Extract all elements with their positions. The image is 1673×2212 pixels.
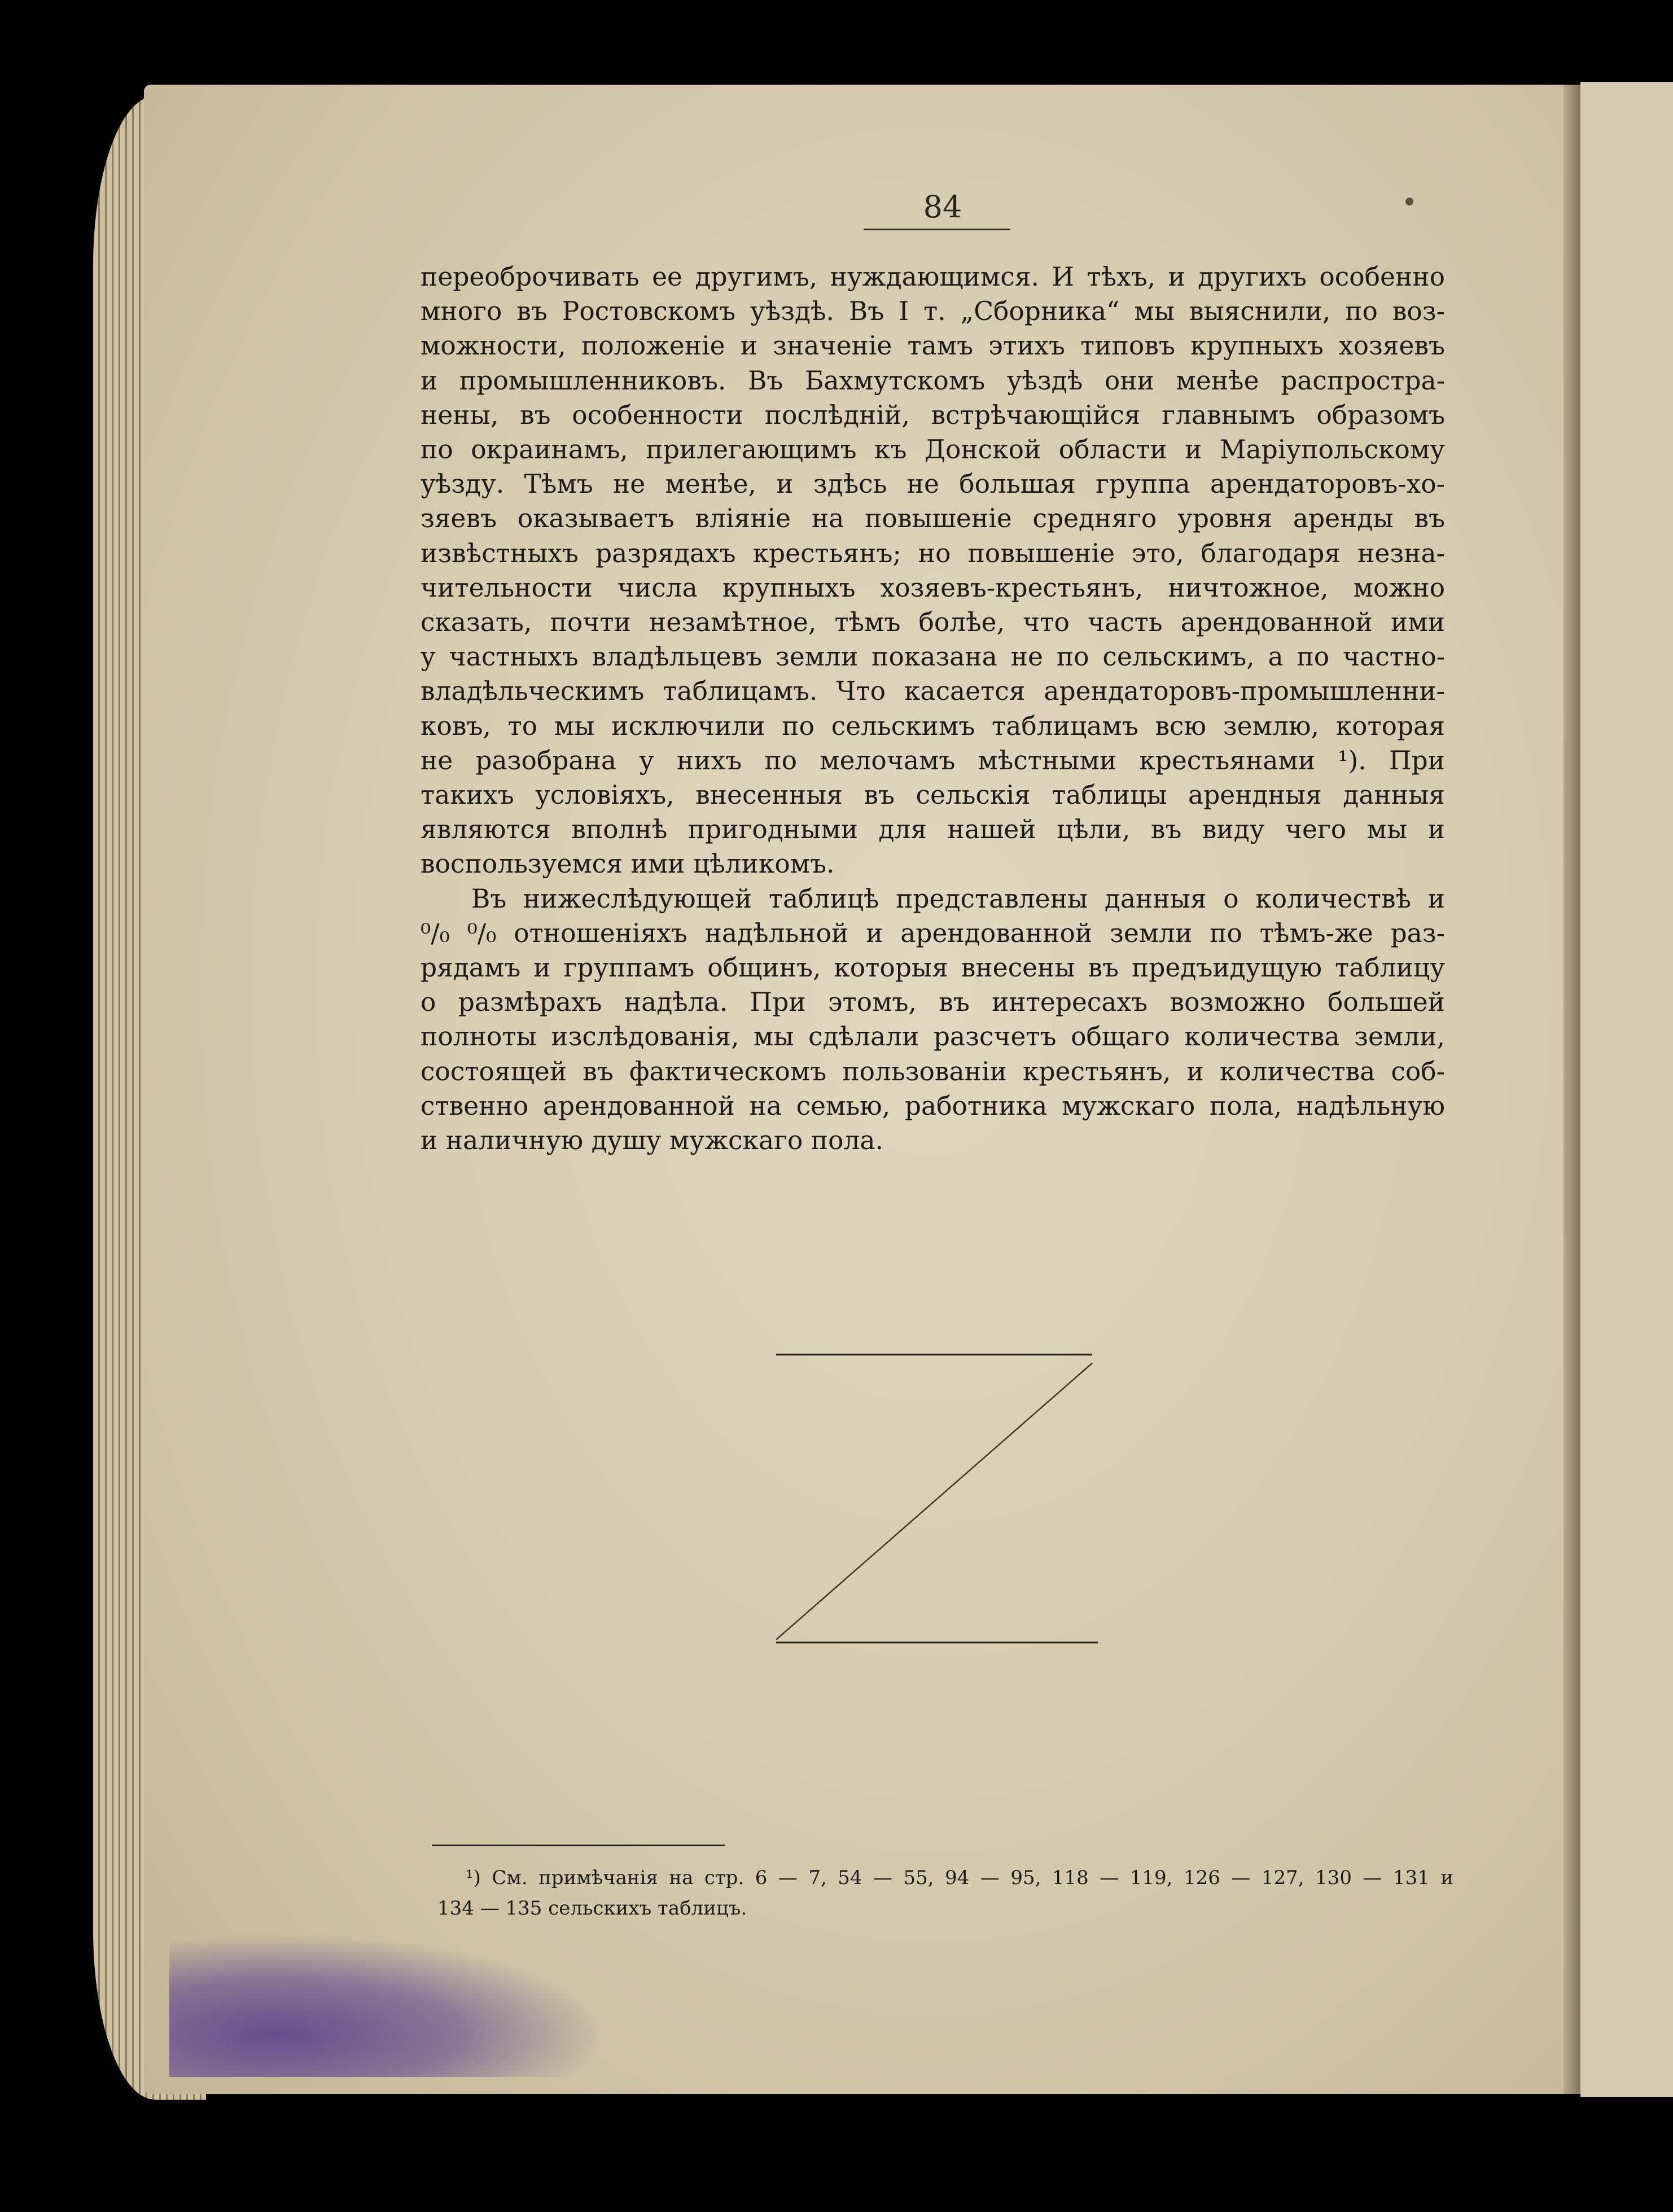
text-line: зяевъ оказываетъ вліяніе на повышеніе средняго уровня аренды въ (421, 503, 1445, 534)
text-line: рядамъ и группамъ общинъ, которыя внесены въ предъидущую таблицу (421, 953, 1445, 983)
text-line: извѣстныхъ разрядахъ крестьянъ; но повышеніе это, благодаря незна- (421, 538, 1445, 568)
ink-stain (169, 1936, 598, 2077)
text-line: о размѣрахъ надѣла. При этомъ, въ интересахъ возможно большей (421, 987, 1445, 1018)
text-line: и наличную душу мужскаго пола. (421, 1125, 884, 1156)
text-line: можности, положеніе и значеніе тамъ этихъ типовъ крупныхъ хозяевъ (421, 331, 1445, 361)
cancel-mark-diagonal (776, 1363, 1092, 1640)
text-line: нены, въ особенности послѣдній, встрѣчающійся главнымъ образомъ (421, 400, 1445, 430)
text-line: не разобрана у нихъ по мелочамъ мѣстными крестьянами ¹). При (421, 745, 1445, 776)
text-line: ⁰/₀ ⁰/₀ отношеніяхъ надѣльной и арендованной земли по тѣмъ-же раз- (421, 918, 1445, 948)
text-line: ковъ, то мы исключили по сельскимъ таблицамъ всю землю, которая (421, 711, 1445, 741)
text-line: чительности числа крупныхъ хозяевъ-крестьянъ, ничтожное, можно (421, 572, 1445, 603)
text-line: владѣльческимъ таблицамъ. Что касается арендаторовъ-промышленни- (421, 676, 1445, 707)
text-line: Въ нижеслѣдующей таблицѣ представлены данныя о количествѣ и (471, 883, 1445, 914)
text-line: у частныхъ владѣльцевъ земли показана не по сельскимъ, а по частно- (421, 642, 1445, 672)
text-line: являются вполнѣ пригодными для нашей цѣли, въ виду чего мы и (421, 814, 1445, 845)
footnote (437, 1863, 1453, 1924)
footnote-line: 134 — 135 сельскихъ таблицъ. (437, 1897, 747, 1920)
footnote-rule (432, 1845, 725, 1846)
blank-space-cancel-mark (776, 1352, 1103, 1645)
text-line: сказать, почти незамѣтное, тѣмъ болѣе, что часть арендованной ими (421, 607, 1445, 638)
body-text (421, 260, 1445, 1158)
text-line: ственно арендованной на семью, работника мужскаго пола, надѣльную (421, 1090, 1445, 1121)
print-speck (1405, 198, 1413, 205)
page-number-rule (864, 229, 1010, 230)
text-line: полноты изслѣдованія, мы сдѣлали разсчетъ общаго количества земли, (421, 1022, 1445, 1052)
footnote-line: ¹) См. примѣчанія на стр. 6 — 7, 54 — 55, 94 — 95, 118 — 119, 126 — 127, 130 — 131 и (466, 1867, 1453, 1889)
text-line: переоброчивать ее другимъ, нуждающимся. И тѣхъ, и другихъ особенно (421, 262, 1445, 292)
text-line: воспользуемся ими цѣликомъ. (421, 849, 835, 879)
text-line: много въ Ростовскомъ уѣздѣ. Въ I т. „Сборника“ мы выяснили, по воз- (421, 296, 1445, 327)
facing-page (1580, 82, 1673, 2097)
text-line: уѣзду. Тѣмъ не менѣе, и здѣсь не большая группа арендаторовъ-хо- (421, 469, 1445, 500)
text-line: такихъ условіяхъ, внесенныя въ сельскія таблицы арендныя данныя (421, 780, 1445, 811)
text-line: и промышленниковъ. Въ Бахмутскомъ уѣздѣ они менѣе распростра- (421, 365, 1445, 396)
text-line: состоящей въ фактическомъ пользованіи крестьянъ, и количества соб- (421, 1056, 1445, 1087)
page-number: 84 (923, 189, 962, 225)
text-line: по окраинамъ, прилегающимъ къ Донской области и Маріупольскому (421, 435, 1445, 465)
